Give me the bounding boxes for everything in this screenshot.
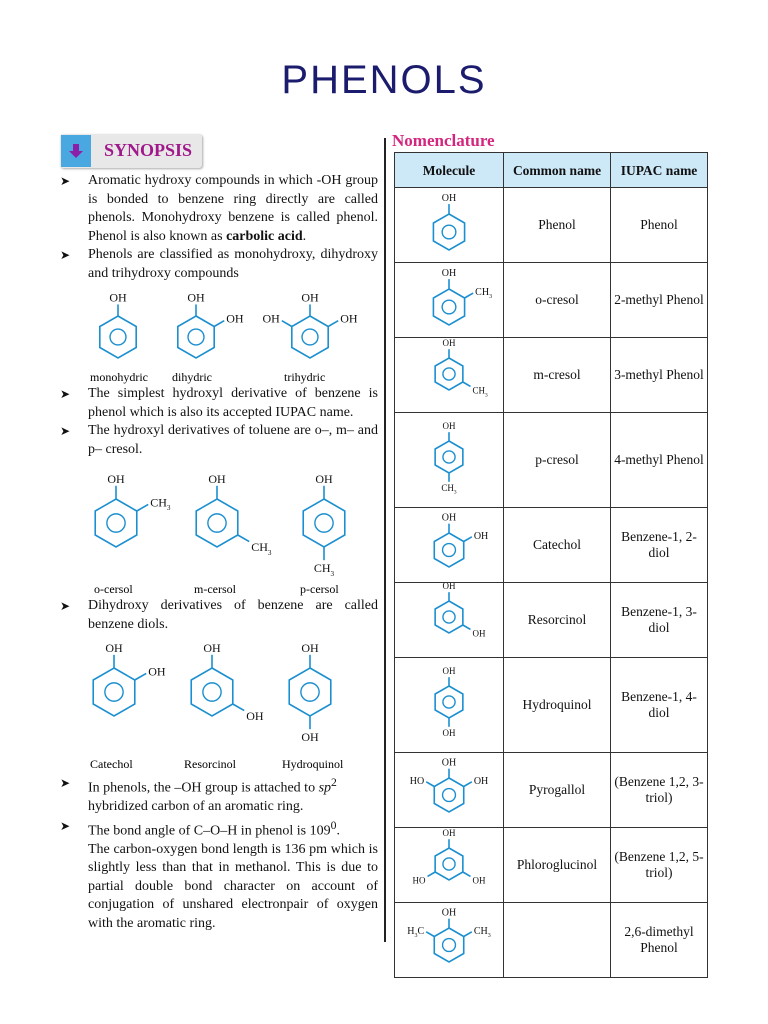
benzene-ring (435, 601, 463, 633)
substituent-label: OH (105, 640, 123, 655)
subscript: 3 (330, 569, 335, 578)
pyrogallol-structure-svg (397, 753, 501, 823)
diol-diagram (60, 634, 378, 772)
substituent-label: $CH_3$ (313, 561, 335, 578)
table-row (395, 188, 708, 263)
label-hydroquinol: Hydroquinol (282, 757, 344, 771)
substituent-label: OH (442, 727, 456, 738)
substituent-bond (464, 932, 472, 937)
substituent-bond (328, 321, 338, 327)
substituent-label: OH (473, 775, 489, 787)
arrow-down-icon (61, 135, 91, 167)
hydroquinol-structure (435, 666, 463, 738)
substituent-label: OH (187, 290, 205, 305)
m-cresol-structure-svg (397, 338, 501, 408)
label-resorcinol: Resorcinol (184, 757, 236, 771)
common-name-cell: Phloroglucinol (504, 828, 611, 903)
subscript: 3 (489, 294, 493, 301)
bullet-bond-angle (60, 817, 378, 841)
aromatic-circle (188, 329, 204, 345)
p-cresol-structure (303, 472, 345, 578)
substituent-label: OH (315, 471, 333, 486)
substituent-label: OH (442, 666, 456, 677)
common-name-cell: Phenol (504, 188, 611, 263)
substituent-label: $CH_3$ (150, 495, 171, 512)
monohydric-structure (100, 290, 136, 358)
substituent-label: $CH_3$ (251, 540, 272, 557)
aromatic-circle (443, 611, 455, 623)
aromatic-circle (443, 451, 455, 463)
label-m-cresol: m-cersol (194, 582, 236, 596)
bullet-sp2 (60, 774, 378, 817)
bullet-arrow-icon: ➤ (60, 174, 71, 188)
common-name-cell: Resorcinol (504, 583, 611, 658)
subscript: 3 (414, 932, 418, 939)
substituent-label: OH (442, 421, 456, 432)
bullet-text: The simplest hydroxyl derivative of benzene is phenol which is also its accepted IUPAC name. (88, 386, 378, 420)
substituent-label: OH (442, 338, 456, 349)
synopsis-banner (60, 134, 202, 168)
aromatic-circle (442, 225, 456, 239)
subscript: 3 (166, 504, 171, 512)
bullet-arrow-icon: ➤ (60, 776, 71, 790)
resorcinol-structure-svg (397, 583, 501, 653)
benzene-ring (435, 848, 463, 880)
phloroglucinol-structure-svg (397, 828, 501, 898)
subscript: 3 (487, 932, 491, 939)
degree-superscript: 0 (330, 818, 337, 832)
bullet-arrow-icon: ➤ (60, 599, 71, 613)
benzene-ring (433, 289, 464, 325)
bullet-text-cont: hybridized carbon of an aromatic ring. (88, 799, 304, 815)
iupac-name-cell: 3-methyl Phenol (611, 338, 708, 413)
benzene-ring (292, 316, 328, 358)
iupac-name-cell: 4-methyl Phenol (611, 413, 708, 508)
nomenclature-title: Nomenclature (392, 131, 495, 150)
common-name-cell: o-cresol (504, 263, 611, 338)
p-cresol-structure-svg (397, 413, 501, 503)
substituent-bond (463, 382, 471, 386)
benzene-ring (434, 533, 463, 567)
trihydric-structure (262, 290, 357, 358)
benzene-ring (433, 214, 464, 250)
bullet-text: Phenols are classified as monohydroxy, dihydroxy and trihydroxy compounds (88, 247, 378, 281)
o-cresol-structure (433, 268, 492, 325)
substituent-bond (137, 504, 148, 511)
benzene-ring (100, 316, 136, 358)
common-name-cell: m-cresol (504, 338, 611, 413)
bullet-arrow-icon: ➤ (60, 248, 71, 262)
subscript: 3 (453, 489, 457, 496)
molecule-cell (395, 658, 504, 753)
benzene-ring (196, 499, 238, 547)
substituent-label: OH (301, 640, 319, 655)
molecule-cell (395, 903, 504, 978)
hydroquinol-structure (289, 641, 331, 744)
bullet-arrow-icon: ➤ (60, 387, 71, 401)
aromatic-circle (443, 858, 455, 870)
label-trihydric: trihydric (284, 370, 326, 384)
molecule-cell (395, 508, 504, 583)
benzene-ring (93, 668, 135, 716)
iupac-name-cell: Benzene-1, 2-diol (611, 508, 708, 583)
cresol-structures (60, 459, 378, 597)
molecule-cell (395, 413, 504, 508)
bullet-text: Dihydroxy derivatives of benzene are called benzene diols. (88, 598, 378, 632)
bullet-simplest (60, 385, 378, 422)
substituent-label: OH (109, 290, 127, 305)
bold-term: carbolic acid (226, 228, 303, 244)
substituent-label: OH (441, 512, 457, 524)
dihydric-structure (178, 290, 244, 358)
label-o-cresol: o-cersol (94, 582, 133, 596)
aromatic-circle (442, 300, 456, 314)
substituent-label: $H_3C$ (407, 925, 425, 939)
molecule-cell (395, 263, 504, 338)
bullet-end: . (302, 228, 307, 244)
substituent-label: $CH_3$ (472, 385, 488, 399)
resorcinol-structure (191, 641, 264, 723)
substituent-label: OH (441, 907, 457, 919)
nomenclature-table (394, 152, 708, 978)
substituent-bond (464, 537, 472, 542)
iupac-name-cell: Benzene-1, 3-diol (611, 583, 708, 658)
benzene-ring (434, 778, 463, 812)
substituent-label: OH (246, 709, 264, 724)
substituent-bond (428, 872, 436, 876)
aromatic-circle (315, 514, 333, 532)
substituent-label: OH (226, 311, 244, 326)
benzene-ring (435, 686, 463, 718)
sp-superscript: 2 (331, 776, 337, 789)
bullet-definition (60, 172, 378, 246)
table-header-row (395, 153, 708, 188)
substituent-label: OH (441, 268, 457, 280)
common-name-cell: p-cresol (504, 413, 611, 508)
benzene-ring (435, 358, 463, 390)
o-cresol-structure (95, 472, 171, 547)
resorcinol-structure (435, 583, 486, 639)
bullet-end: . (336, 823, 340, 839)
m-cresol-structure (435, 338, 488, 398)
sp-symbol: sp (318, 780, 332, 796)
substituent-label: $CH_3$ (473, 925, 491, 939)
benzene-ring (435, 441, 463, 473)
substituent-label: OH (473, 530, 489, 542)
table-row (395, 753, 708, 828)
catechol-structure (434, 513, 488, 567)
common-name-cell: Pyrogallol (504, 753, 611, 828)
substituent-label: OH (148, 664, 166, 679)
classification-structures (60, 283, 378, 385)
substituent-bond (214, 321, 224, 327)
column-divider (384, 138, 386, 942)
iupac-name-cell: (Benzene 1,2, 5-triol) (611, 828, 708, 903)
table-row (395, 583, 708, 658)
m-cresol-structure (196, 472, 272, 557)
aromatic-circle (443, 696, 455, 708)
substituent-label: OH (441, 757, 457, 769)
aromatic-circle (302, 329, 318, 345)
diol-structures (60, 634, 378, 772)
iupac-name-cell: Phenol (611, 188, 708, 263)
dimethylphenol-structure-svg (397, 903, 501, 973)
label-dihydric: dihydric (172, 370, 212, 384)
molecule-cell (395, 753, 504, 828)
aromatic-circle (107, 514, 125, 532)
label-rest: C (417, 925, 425, 937)
bullet-text: The bond angle of C–O–H in phenol is 109 (88, 823, 331, 839)
aromatic-circle (301, 683, 319, 701)
substituent-bond (426, 932, 434, 937)
substituent-label: OH (301, 730, 319, 745)
subscript: 3 (267, 548, 272, 557)
substituent-label: OH (208, 471, 226, 486)
header-molecule: Molecule (395, 153, 504, 188)
substituent-label: OH (442, 583, 456, 592)
substituent-label: OH (442, 828, 456, 839)
bullet-arrow-icon: ➤ (60, 818, 71, 833)
molecule-cell (395, 338, 504, 413)
substituent-label: $CH_3$ (475, 287, 493, 301)
aromatic-circle (203, 683, 221, 701)
aromatic-circle (208, 514, 226, 532)
benzene-ring (95, 499, 137, 547)
substituent-label: OH (472, 628, 486, 639)
substituent-bond (463, 872, 471, 876)
hydroquinol-structure-svg (397, 658, 501, 748)
catechol-structure (93, 641, 166, 716)
p-cresol-structure (435, 421, 463, 495)
table-row (395, 263, 708, 338)
common-name-cell (504, 903, 611, 978)
substituent-label: OH (441, 193, 457, 205)
substituent-label: $CH_3$ (441, 482, 457, 496)
substituent-label: OH (107, 471, 125, 486)
classification-diagram (60, 283, 378, 385)
common-name-cell: Catechol (504, 508, 611, 583)
substituent-label: HO (409, 775, 425, 787)
synopsis-content (60, 172, 378, 933)
aromatic-circle (105, 683, 123, 701)
substituent-bond (238, 535, 249, 542)
synopsis-label: SYNOPSIS (104, 140, 193, 160)
bullet-text: In phenols, the –OH group is attached to (88, 780, 316, 796)
substituent-label: HO (412, 875, 426, 886)
substituent-bond (465, 293, 474, 298)
bullet-diols (60, 597, 378, 634)
label-monohydric: monohydric (90, 370, 148, 384)
molecule-cell (395, 583, 504, 658)
benzene-ring (191, 668, 233, 716)
benzene-ring (434, 928, 463, 962)
phenol-structure-svg (397, 188, 501, 258)
aromatic-circle (443, 789, 456, 802)
aromatic-circle (443, 939, 456, 952)
substituent-label: OH (262, 311, 280, 326)
substituent-label: OH (340, 311, 358, 326)
phenol-structure (433, 193, 464, 250)
table-row (395, 903, 708, 978)
iupac-name-cell: Benzene-1, 4-diol (611, 658, 708, 753)
pyrogallol-structure (410, 758, 489, 812)
label-p-cresol: p-cersol (300, 582, 339, 596)
bullet-text: The hydroxyl derivatives of toluene are o–, m– and p– cresol. (88, 423, 378, 457)
header-iupac-name: IUPAC name (611, 153, 708, 188)
bullet-toluene (60, 422, 378, 459)
substituent-bond (464, 782, 472, 787)
aromatic-circle (443, 368, 455, 380)
bond-length-paragraph: The carbon-oxygen bond length is 136 pm which is slightly less than that in methanol. This is due to partial double bond character on account of conjugation of unshared electronpair of oxygen with the aromatic ring. (88, 841, 378, 931)
substituent-bond (135, 673, 146, 680)
substituent-bond (282, 321, 292, 327)
substituent-bond (463, 625, 471, 629)
bullet-text: Aromatic hydroxy compounds in which -OH group is bonded to benzene ring directly are called phenols. Monohydroxy benzene is called phenol. Phenol is also known as (88, 173, 378, 244)
iupac-name-cell: 2,6-dimethyl Phenol (611, 903, 708, 978)
table-row (395, 828, 708, 903)
bullet-classification (60, 246, 378, 283)
molecule-cell (395, 828, 504, 903)
aromatic-circle (110, 329, 126, 345)
iupac-name-cell: (Benzene 1,2, 3-triol) (611, 753, 708, 828)
dimethylphenol-structure (407, 908, 490, 962)
table-row (395, 338, 708, 413)
table-row (395, 658, 708, 753)
substituent-label: OH (472, 875, 486, 886)
substituent-bond (233, 704, 244, 711)
benzene-ring (303, 499, 345, 547)
label-catechol: Catechol (90, 757, 133, 771)
molecule-cell (395, 188, 504, 263)
substituent-label: OH (203, 640, 221, 655)
table-row (395, 508, 708, 583)
cresol-diagram (60, 459, 378, 597)
header-common-name: Common name (504, 153, 611, 188)
common-name-cell: Hydroquinol (504, 658, 611, 753)
benzene-ring (178, 316, 214, 358)
aromatic-circle (443, 544, 456, 557)
subscript: 3 (484, 392, 488, 399)
substituent-bond (426, 782, 434, 787)
page-title: PHENOLS (281, 58, 487, 102)
o-cresol-structure-svg (397, 263, 501, 333)
phloroglucinol-structure (413, 828, 486, 885)
benzene-ring (289, 668, 331, 716)
iupac-name-cell: 2-methyl Phenol (611, 263, 708, 338)
catechol-structure-svg (397, 508, 501, 578)
bullet-arrow-icon: ➤ (60, 424, 71, 438)
table-row (395, 413, 708, 508)
substituent-label: OH (301, 290, 319, 305)
